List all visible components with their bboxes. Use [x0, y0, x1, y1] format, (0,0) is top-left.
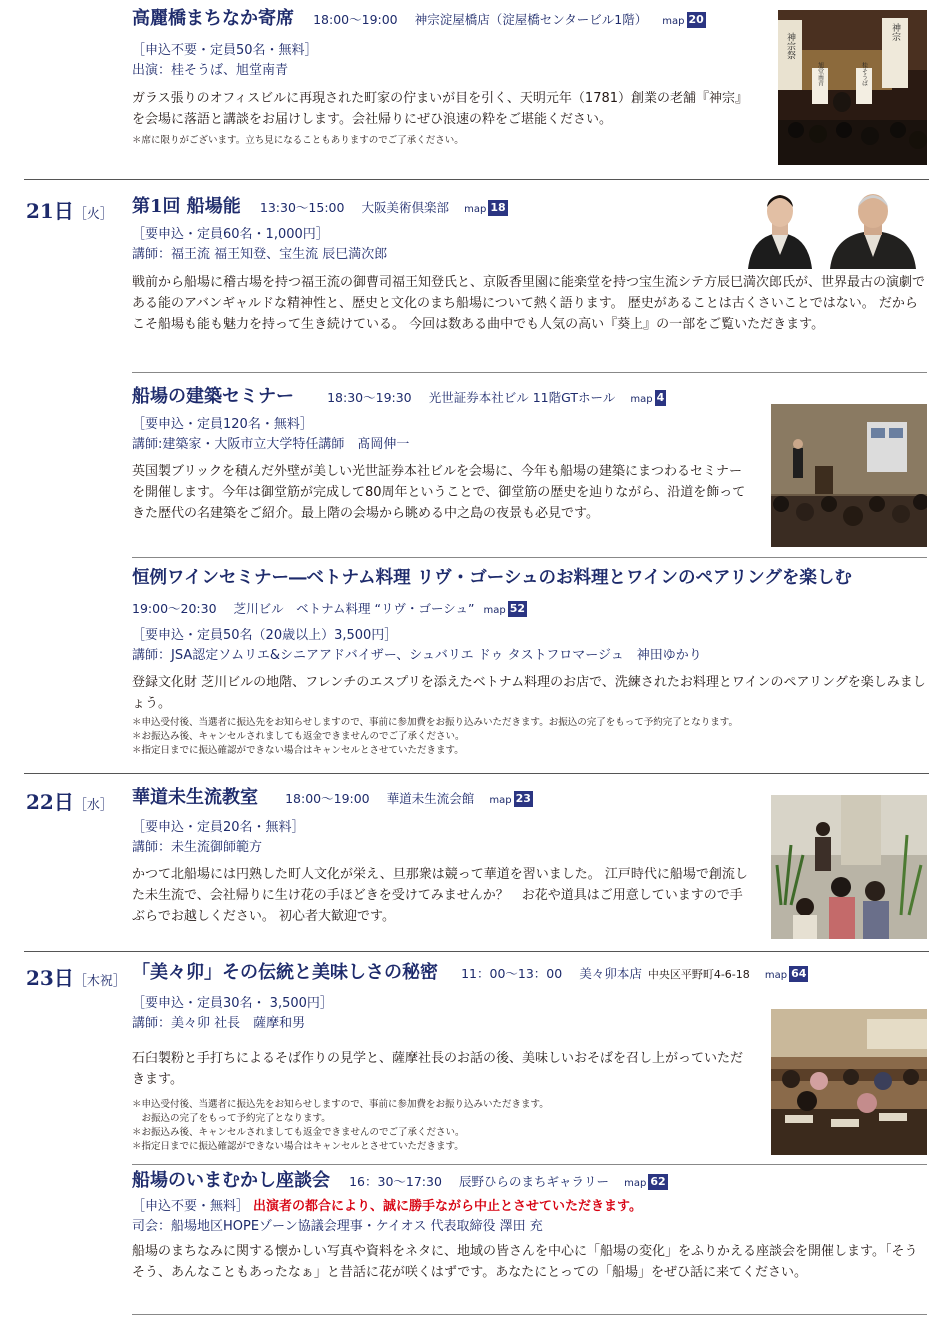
date-weekday: ［木祝］ [73, 974, 126, 989]
map-number-badge[interactable]: 52 [509, 602, 526, 615]
date-day: 22日 [26, 790, 74, 814]
event-note: お振込の完了をもって予約完了となります。 [132, 1113, 331, 1124]
event-time: 18:00～19:00 [313, 12, 398, 27]
event-description: 石臼製粉と手打ちによるそば作りの見学と、薩摩社長のお話の後、美味しいおそばを召し上がっていただきます。 [132, 1051, 744, 1087]
event-note: ＊申込受付後、当選者に振込先をお知らせしますので、事前に参加費をお振り込みいただきます。 [132, 1099, 549, 1110]
event-entry: ［申込不要・無料］ [132, 1199, 250, 1214]
event-venue-address: 中央区平野町4-6-18 [647, 968, 750, 981]
event-title: 華道未生流教室 [132, 787, 258, 808]
section-divider [24, 179, 929, 180]
date-day: 21日 [26, 199, 74, 223]
event-divider [132, 557, 927, 558]
event-venue: 華道未生流会館 [386, 791, 475, 806]
rakugo-stage-photo [778, 10, 927, 165]
date-label-22 [26, 786, 113, 815]
event-time: 11：00～13：00 [461, 966, 563, 981]
event-venue: 神宗淀屋橋店（淀屋橋センタービル1階） [414, 12, 648, 27]
lecturer-portrait-1 [742, 185, 818, 269]
event-title: 高麗橋まちなか寄席 [132, 8, 294, 29]
map-label: map [624, 1178, 647, 1189]
map-number-badge[interactable]: 18 [490, 201, 506, 214]
event-lecturer: 講師：JSA認定ソムリエ&シニアアドバイザー、シュバリエ ドゥ タストフロマージュ 神田ゆかり [132, 648, 702, 663]
banner-text-1: 神宗祭 [785, 32, 795, 60]
map-label: map [464, 204, 487, 215]
event-title: 「美々卯」その伝統と美味しさの秘密 [132, 962, 438, 983]
section-divider [24, 951, 929, 952]
event-venue: 大阪美術倶楽部 [361, 200, 450, 215]
event-venue: 辰野ひらのまちギャラリー [459, 1174, 610, 1189]
event-divider [132, 1314, 927, 1315]
section-divider [24, 773, 929, 774]
ikebana-photo [771, 795, 927, 939]
event-title: 船場の建築セミナー [132, 386, 294, 407]
date-weekday: ［火］ [73, 207, 113, 222]
date-label-21 [26, 195, 113, 224]
event-title: 恒例ワインセミナー―ベトナム料理 リヴ・ゴーシュのお料理とワインのペアリングを楽しむ [132, 568, 852, 588]
map-label: map [483, 605, 506, 616]
map-number-badge[interactable]: 62 [650, 1175, 666, 1188]
event-architecture-seminar [132, 386, 752, 524]
event-time: 16：30～17:30 [349, 1174, 442, 1189]
event-description: 登録文化財 芝川ビルの地階、フレンチのエスプリを添えたベトナム料理のお店で、洗練されたお料理とワインのペアリングを楽しみましょう。 [132, 675, 926, 711]
event-description: 英国製ブリックを積んだ外壁が美しい光世証券本社ビルを会場に、今年も船場の建築にまつわるセミナーを開催します。今年は御堂筋が完成して80周年ということで、御堂筋の歴史を辿りながら、沿道を飾ってきた歴代の名建築をご紹介。最上階の会場から眺める中之島の夜景も必見です。 [132, 464, 746, 521]
event-entry: ［申込不要・定員50名・無料］ [132, 43, 318, 58]
event-notes [132, 716, 927, 758]
event-note: ＊指定日までに振込確認ができない場合はキャンセルとさせていただきます。 [132, 1141, 464, 1152]
event-note: ＊指定日までに振込確認ができない場合はキャンセルとさせていただきます。 [132, 745, 464, 756]
seminar-photo [771, 404, 927, 547]
cancellation-notice: 出演者の都合により、誠に勝手ながら中止とさせていただきます。 [253, 1199, 642, 1214]
event-zadankai [132, 1170, 927, 1283]
map-label: map [662, 16, 685, 27]
event-divider [132, 1164, 927, 1165]
event-wine-seminar [132, 567, 927, 758]
event-divider [132, 372, 927, 373]
event-performers: 出演：桂そうば、旭堂南青 [132, 63, 289, 78]
map-number-badge[interactable]: 64 [791, 967, 807, 980]
map-number-badge[interactable]: 20 [688, 13, 704, 26]
event-title: 船場のいまむかし座談会 [132, 1170, 330, 1191]
map-label: map [489, 795, 512, 806]
event-description: 戦前から船場に稽古場を持つ福王流の御曹司福王知登氏と、京阪香里園に能楽堂を持つ宝生流シテ方辰巳満次郎氏が、世界最古の演劇である能のアバンギャルドな精神性と、歴史と文化のまち船場について熱く語ります。 歴史があることは古くさいことではない。 だからこそ船場も能も魅力を持って生き続けている。 今回は数ある曲中でも人気の高い『葵上』の一部をご覧いただきます。 [132, 275, 926, 332]
date-label-23 [26, 962, 126, 991]
event-note: ＊席に限りがございます。立ち見になることもありますのでご了承ください。 [132, 135, 464, 146]
event-description: 船場のまちなみに関する懐かしい写真や資料をネタに、地域の皆さんを中心に「船場の変化」をふりかえる座談会を開催します。「そうそう、あんなこともあったなぁ」と昔話に花が咲くはずです。あなたにとっての「船場」をぜひ話に来てください。 [132, 1244, 918, 1280]
event-note: ＊お振込み後、キャンセルされましても返金できませんのでご了承ください。 [132, 1127, 465, 1138]
event-venue: 光世証券本社ビル 11階GTホール [428, 390, 616, 405]
event-venue: 美々卯本店 [579, 966, 642, 981]
event-ikebana-class [132, 787, 752, 927]
banner-text-2: 神宗 [890, 23, 900, 41]
stand-text-2: 桂そうば [860, 62, 868, 86]
event-description: ガラス張りのオフィスビルに再現された町家の佇まいが目を引く、天明元年（1781）創業の老舗『神宗』を会場に落語と講談をお届けします。会社帰りにぜひ浪速の粋をご堪能ください。 [132, 91, 749, 127]
event-lecturers: 講師：福王流 福王知登、宝生流 辰巳満次郎 [132, 247, 388, 262]
event-time: 19:00～20:30 [132, 601, 217, 616]
event-lecturer: 講師:建築家・大阪市立大学特任講師 髙岡伸一 [132, 437, 410, 452]
event-entry: ［要申込・定員30名・ 3,500円］ [132, 996, 333, 1011]
mimiu-restaurant-photo [771, 1009, 927, 1155]
event-title: 第1回 船場能 [132, 196, 241, 217]
event-note: ＊申込受付後、当選者に振込先をお知らせしますので、事前に参加費をお振り込みいただきます。お振込の完了をもって予約完了となります。 [132, 717, 739, 728]
event-time: 18:30～19:30 [327, 390, 412, 405]
map-number-badge[interactable]: 23 [515, 792, 531, 805]
date-weekday: ［水］ [73, 798, 113, 813]
event-note: ＊お振込み後、キャンセルされましても返金できませんのでご了承ください。 [132, 731, 465, 742]
event-moderator: 司会：船場地区HOPEゾーン協議会理事・ケイオス 代表取締役 澤田 充 [132, 1219, 543, 1234]
event-venue: 芝川ビル ベトナム料理 “リヴ・ゴーシュ” [233, 601, 475, 616]
event-entry: ［要申込・定員50名（20歳以上）3,500円］ [132, 628, 398, 643]
stand-text-1: 旭堂南青 [816, 62, 824, 86]
event-time: 13:30～15:00 [259, 200, 345, 215]
map-label: map [764, 970, 788, 981]
map-number-badge[interactable]: 4 [656, 391, 665, 404]
event-machinaka-yose [132, 8, 752, 148]
event-lecturer: 講師：未生流御師範方 [132, 840, 263, 855]
event-lecturer: 講師：美々卯 社長 薩摩和男 [132, 1016, 306, 1031]
event-time: 18:00～19:00 [285, 791, 370, 806]
event-entry: ［要申込・定員60名・1,000円］ [132, 227, 329, 242]
map-label: map [630, 394, 653, 405]
event-entry: ［要申込・定員120名・無料］ [132, 417, 313, 432]
lecturer-portrait-2 [826, 185, 920, 269]
event-entry: ［要申込・定員20名・無料］ [132, 820, 305, 835]
date-day: 23日 [26, 966, 74, 990]
event-description: かつて北船場には円熟した町人文化が栄え、旦那衆は競って華道を習いました。 江戸時代に船場で創流した未生流で、会社帰りに生け花の手ほどきを受けてみませんか？ お花や道具はご用意していますので手ぶらでお越しください。 初心者大歓迎です。 [132, 867, 748, 924]
